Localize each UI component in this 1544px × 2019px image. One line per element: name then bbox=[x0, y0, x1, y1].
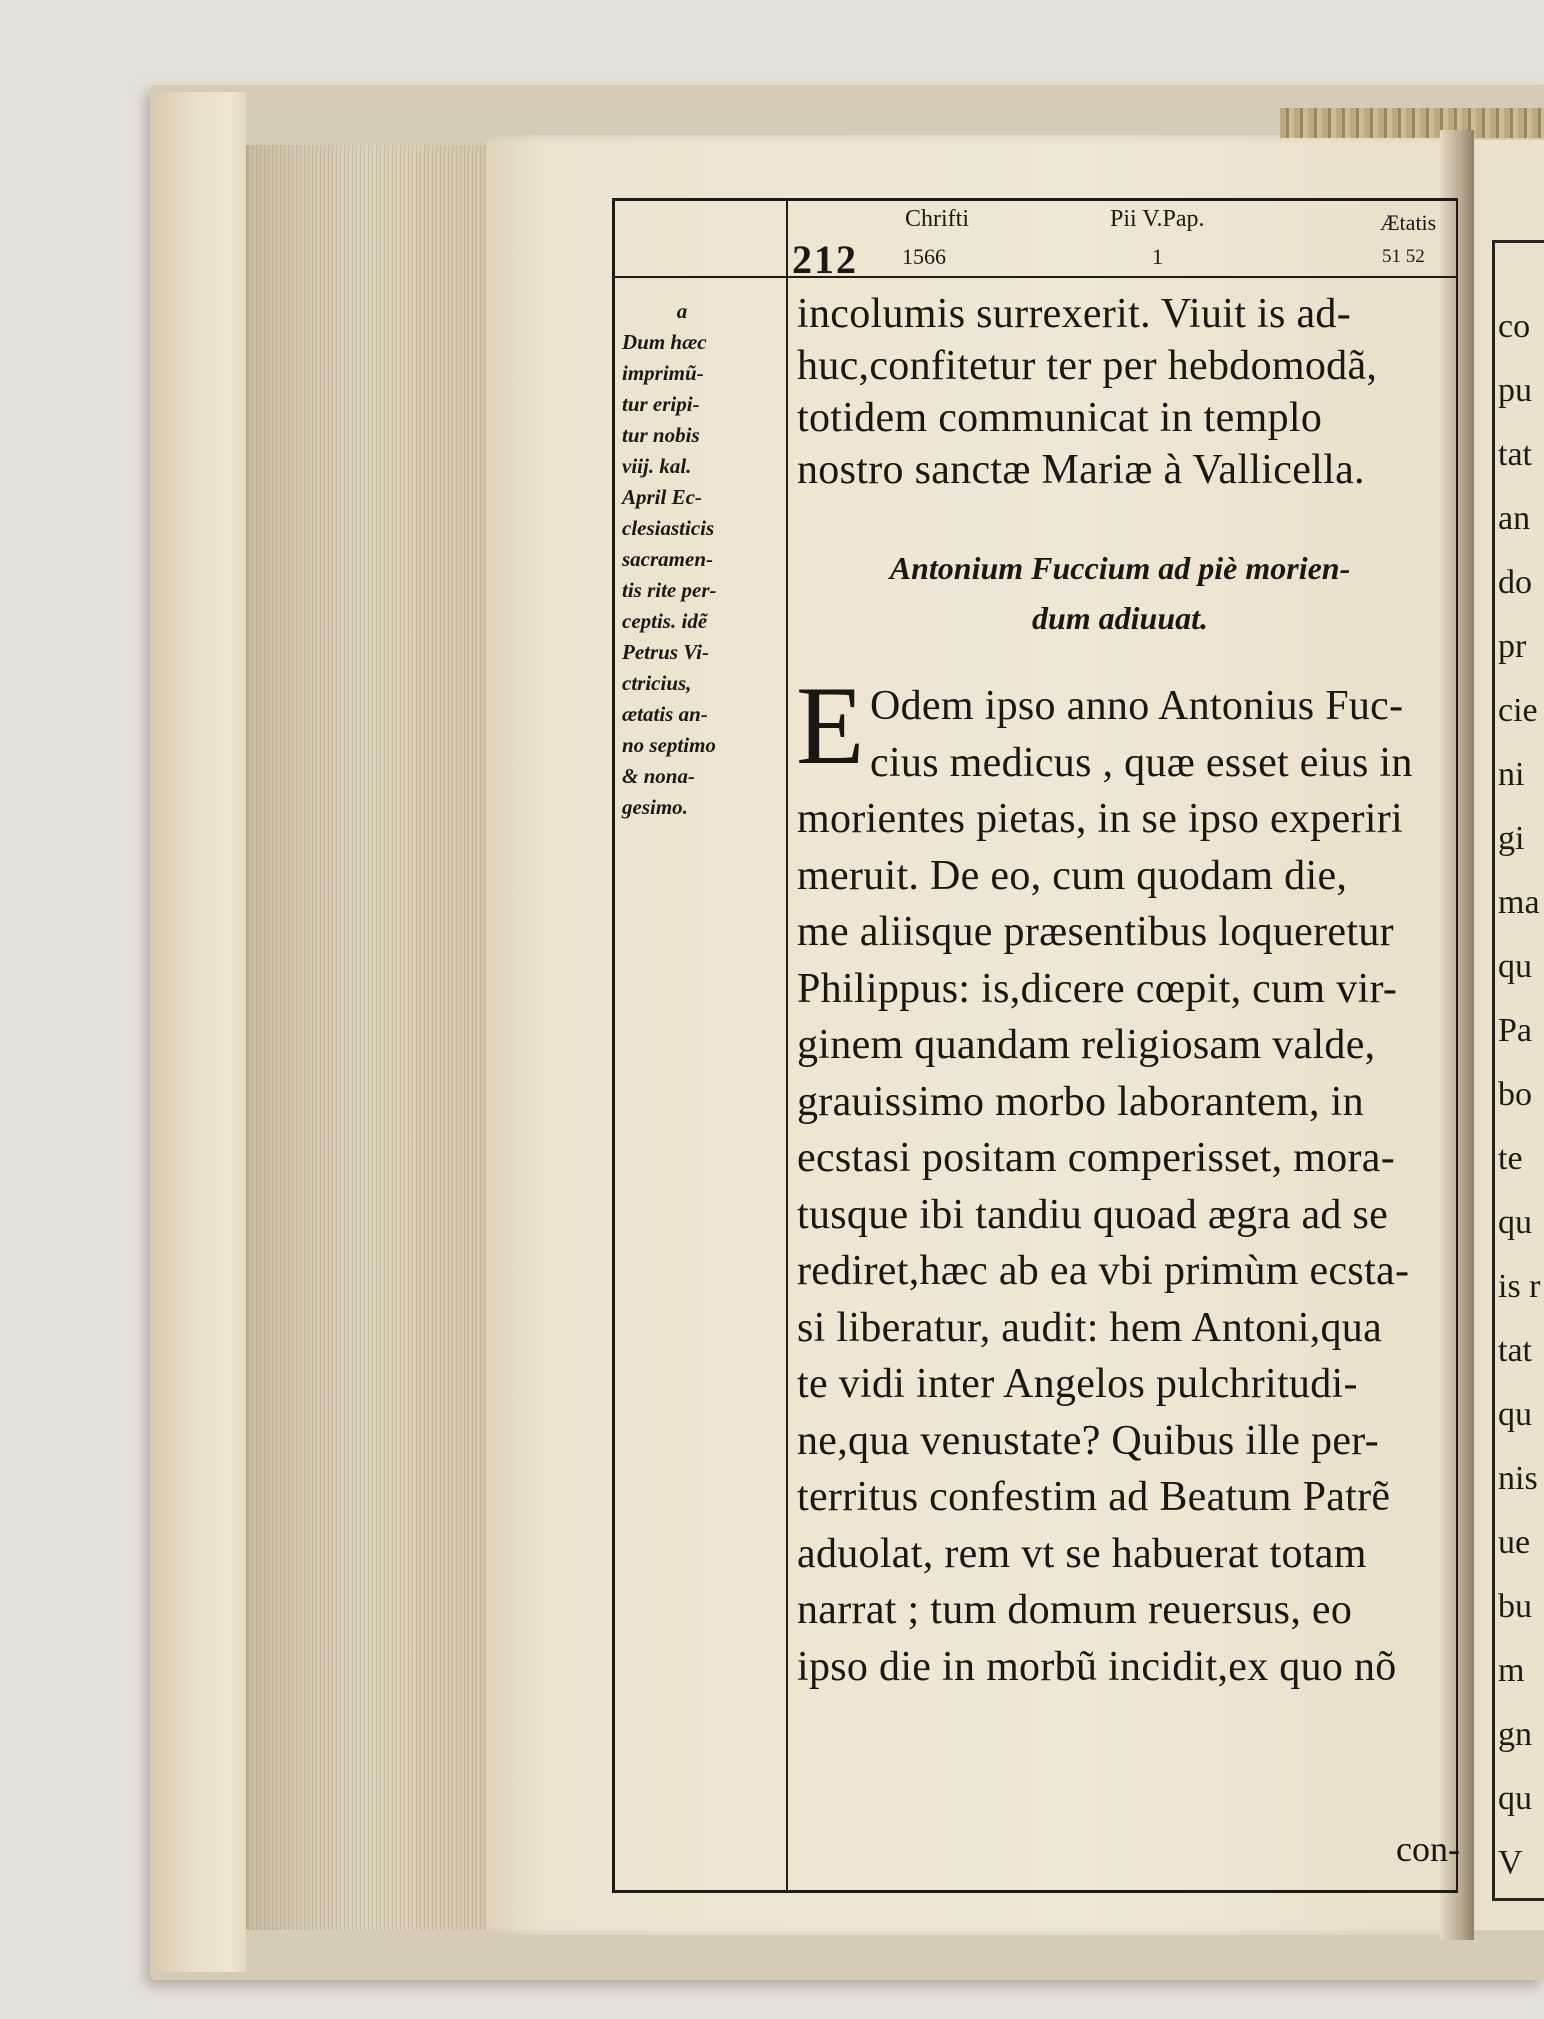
text-line: rediret,hæc ab ea vbi primùm ecsta- bbox=[797, 1248, 1410, 1294]
right-page-word-fragment: tat bbox=[1498, 1332, 1532, 1369]
margin-note-line: viij. kal. bbox=[622, 454, 692, 478]
right-page-word-fragment: ma bbox=[1498, 884, 1540, 921]
right-page-word-fragment: tat bbox=[1498, 436, 1532, 473]
right-page-word-fragment: m bbox=[1498, 1652, 1525, 1689]
text-line: aduolat, rem vt se habuerat totam bbox=[797, 1530, 1367, 1577]
text-line: meruit. De eo, cum quodam die, bbox=[797, 852, 1348, 899]
margin-note-line: clesiasticis bbox=[622, 516, 715, 540]
right-page-word-fragment: is r bbox=[1498, 1268, 1541, 1305]
page-fore-edge bbox=[246, 145, 488, 1930]
margin-note-line: imprimũ- bbox=[622, 361, 704, 385]
text-line: narrat ; tum domum reuersus, eo bbox=[797, 1587, 1353, 1633]
margin-note-line: sacramen- bbox=[622, 547, 713, 571]
section-heading-line-2: dum adiuuat. bbox=[1031, 600, 1209, 636]
right-page-word-fragment: pu bbox=[1498, 372, 1532, 409]
right-page-word-fragment: bu bbox=[1498, 1588, 1532, 1625]
column-divider-rule bbox=[786, 198, 788, 1893]
margin-note-line: Dum hæc bbox=[622, 330, 707, 354]
margin-note-line: no septimo bbox=[622, 733, 716, 757]
text-line: territus confestim ad Beatum Patrẽ bbox=[797, 1474, 1391, 1520]
text-line: te vidi inter Angelos pulchritudi- bbox=[797, 1361, 1358, 1407]
right-page-fragment bbox=[1474, 140, 1544, 1930]
margin-note-line: gesimo. bbox=[622, 795, 688, 819]
margin-note-line: ceptis. idẽ bbox=[622, 609, 708, 633]
catchword: con- bbox=[1396, 1829, 1460, 1869]
right-page-word-fragment: ue bbox=[1498, 1524, 1531, 1561]
right-page-word-fragment: gn bbox=[1498, 1716, 1532, 1753]
text-line: totidem communicat in templo bbox=[797, 395, 1323, 441]
text-line: ne,qua venustate? Quibus ille per- bbox=[797, 1417, 1379, 1464]
spine-headband bbox=[1280, 108, 1544, 138]
right-page-word-fragment: cie bbox=[1498, 692, 1538, 729]
section-heading-line-1: Antonium Fuccium ad piè morien- bbox=[889, 550, 1351, 586]
margin-note-line: ætatis an- bbox=[622, 702, 708, 726]
header-aetatis-value: 51 52 bbox=[1382, 246, 1425, 267]
margin-note-line: tis rite per- bbox=[622, 578, 717, 602]
margin-note bbox=[622, 296, 782, 823]
margin-note-line: Petrus Vi- bbox=[622, 640, 709, 664]
right-page-word-fragment: V bbox=[1498, 1844, 1523, 1881]
right-page-word-fragment: do bbox=[1498, 564, 1532, 601]
text-line: cius medicus , quæ esset eius in bbox=[870, 739, 1413, 786]
header-pope-year: 1 bbox=[1152, 244, 1163, 269]
header-aetatis-label: Ætatis bbox=[1380, 210, 1437, 235]
text-line: ipso die in morbũ incidit,ex quo nõ bbox=[797, 1643, 1397, 1690]
right-page-word-fragment: Pa bbox=[1498, 1012, 1532, 1049]
vellum-binding bbox=[156, 92, 246, 1972]
right-page-word-fragment: qu bbox=[1498, 1780, 1532, 1817]
right-page-word-fragment: qu bbox=[1498, 948, 1532, 985]
right-page-word-fragment: nis bbox=[1498, 1460, 1538, 1497]
header-rule bbox=[612, 276, 1458, 278]
right-page-word-fragment: qu bbox=[1498, 1396, 1532, 1433]
right-page-word-fragment: pr bbox=[1498, 628, 1527, 665]
right-page-word-fragment: bo bbox=[1498, 1076, 1532, 1113]
right-page-word-fragment: te bbox=[1498, 1140, 1523, 1177]
text-line: nostro sanctæ Mariæ à Vallicella. bbox=[797, 447, 1365, 493]
margin-note-line: tur nobis bbox=[622, 423, 700, 447]
header-christi-year: 1566 bbox=[902, 244, 946, 269]
text-line: si liberatur, audit: hem Antoni,qua bbox=[797, 1304, 1383, 1351]
text-line: tusque ibi tandiu quoad ægra ad se bbox=[797, 1191, 1389, 1238]
top-rule bbox=[612, 198, 1458, 201]
outer-left-rule bbox=[612, 198, 615, 1893]
margin-note-marker: a bbox=[676, 299, 688, 323]
right-page-word-fragment: gi bbox=[1498, 820, 1525, 857]
text-line: ginem quandam religiosam valde, bbox=[797, 1022, 1376, 1068]
text-line: morientes pietas, in se ipso experiri bbox=[797, 796, 1403, 842]
text-line: Philippus: is,dicere cœpit, cum vir- bbox=[797, 965, 1398, 1012]
text-line: Odem ipso anno Antonius Fuc- bbox=[870, 683, 1404, 729]
text-line: ecstasi positam comperisset, mora- bbox=[797, 1135, 1396, 1181]
drop-cap: E bbox=[796, 664, 865, 788]
margin-note-line: ctricius, bbox=[622, 671, 692, 695]
text-line: grauissimo morbo laborantem, in bbox=[797, 1078, 1364, 1125]
page-number: 212 bbox=[792, 237, 858, 282]
right-page-word-fragment: ni bbox=[1498, 756, 1525, 793]
margin-note-line: tur eripi- bbox=[622, 392, 700, 416]
right-page-word-fragment: co bbox=[1498, 308, 1531, 345]
text-line: me aliisque præsentibus loqueretur bbox=[797, 909, 1394, 955]
header-christi-label: Chrifti bbox=[905, 206, 969, 232]
right-page-word-fragment: an bbox=[1498, 500, 1531, 537]
bottom-rule bbox=[612, 1890, 1458, 1893]
header-pope-label: Pii V.Pap. bbox=[1110, 206, 1205, 232]
right-page-word-fragment: qu bbox=[1498, 1204, 1532, 1241]
margin-note-line: & nona- bbox=[622, 764, 695, 788]
text-line: incolumis surrexerit. Viuit is ad- bbox=[797, 291, 1351, 337]
margin-note-line: April Ec- bbox=[622, 485, 702, 509]
text-line: huc,confitetur ter per hebdomodã, bbox=[797, 343, 1378, 389]
